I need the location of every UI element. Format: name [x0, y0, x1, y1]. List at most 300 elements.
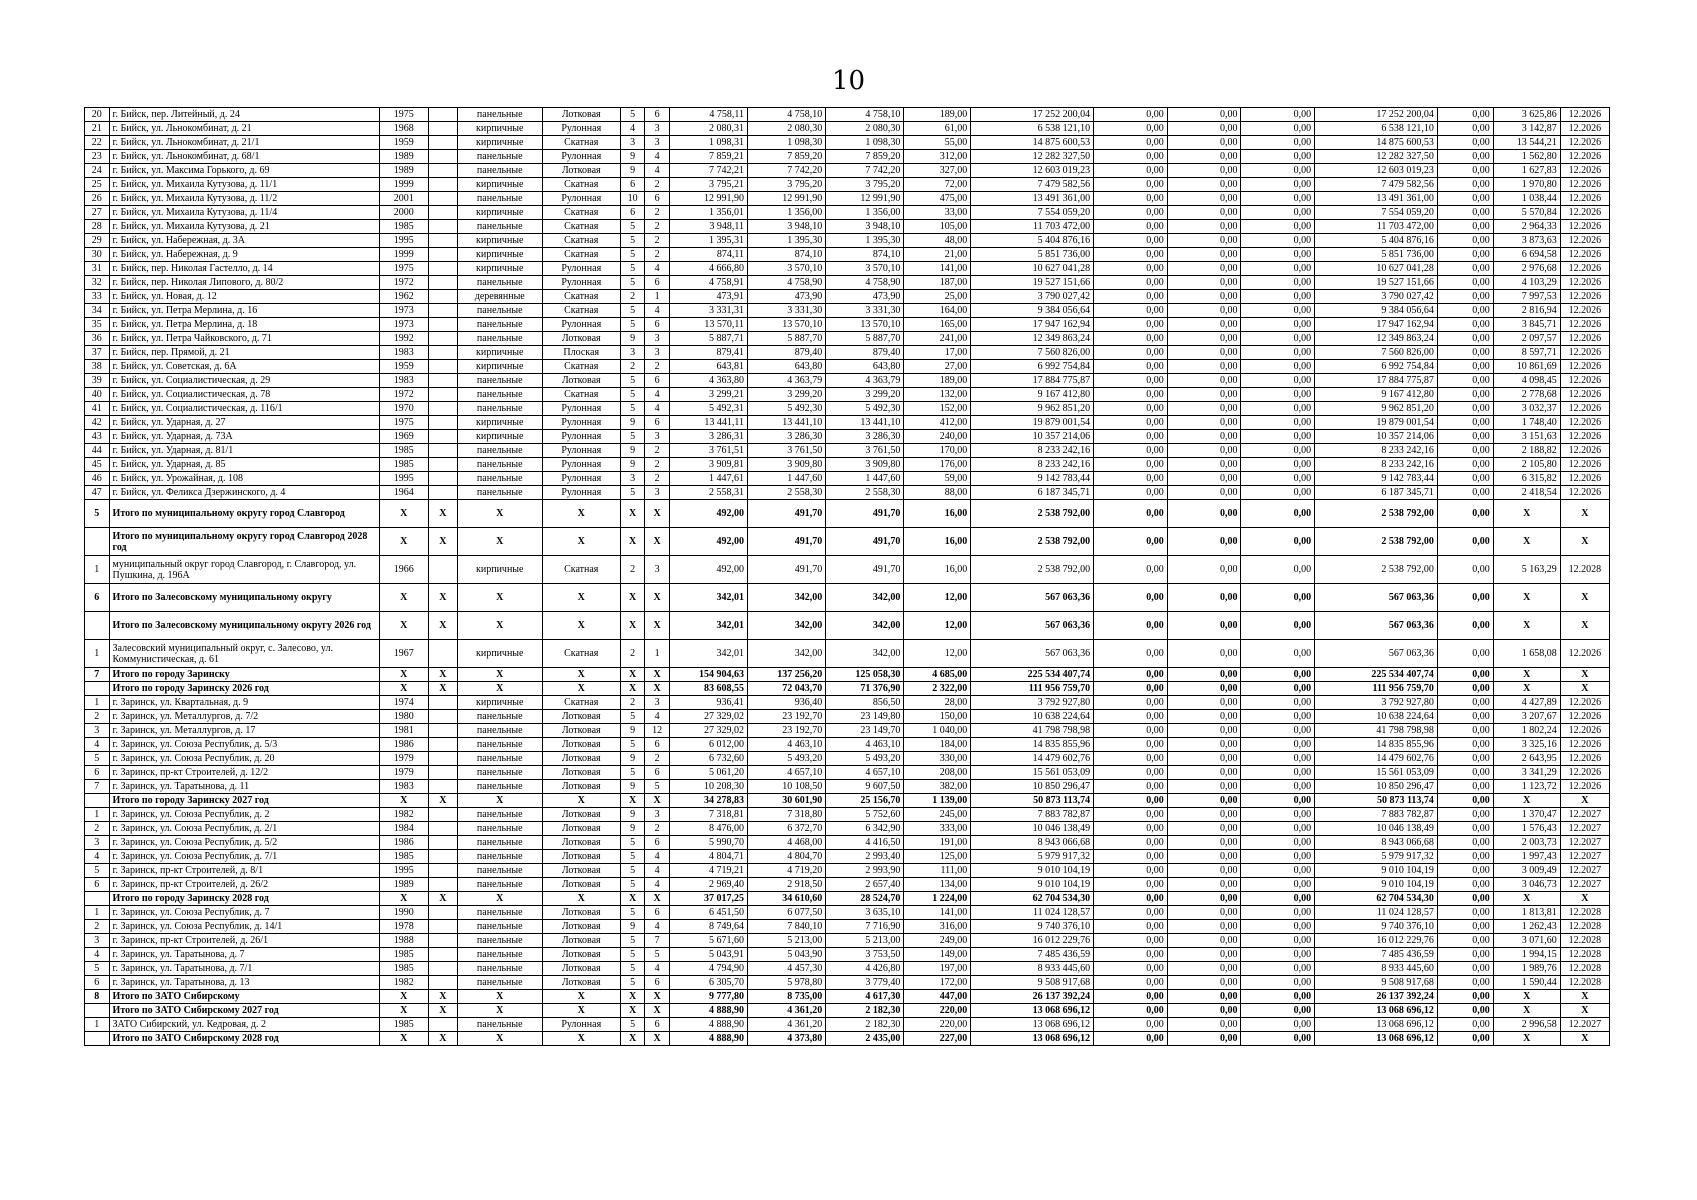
cell-floors: 5 — [620, 486, 645, 500]
cell-unit-cost: 3 046,73 — [1493, 878, 1560, 892]
cell-floors: 5 — [620, 962, 645, 976]
cell-deadline: 12.2026 — [1560, 262, 1609, 276]
cell-entrances: 6 — [645, 108, 670, 122]
cell-row-index — [85, 892, 110, 906]
cell-entrances: 2 — [645, 472, 670, 486]
cell-living-area: 7 859,20 — [826, 150, 904, 164]
cell-roof-type: Рулонная — [542, 192, 620, 206]
cell-wall-material: панельные — [457, 1018, 542, 1032]
cell-other-cost: 0,00 — [1437, 178, 1493, 192]
cell-entrances: 6 — [645, 276, 670, 290]
cell-regional-cost: 0,00 — [1167, 332, 1241, 346]
cell-local-cost: 0,00 — [1241, 920, 1315, 934]
cell-unit-cost: 1 370,47 — [1493, 808, 1560, 822]
cell-row-index — [85, 794, 110, 808]
cell-total-cost: 7 485 436,59 — [971, 948, 1094, 962]
cell-total-cost: 14 875 600,53 — [971, 136, 1094, 150]
cell-residential-area: 4 804,70 — [748, 850, 826, 864]
cell-roof-type: Лотковая — [542, 822, 620, 836]
cell-living-area: 879,40 — [826, 346, 904, 360]
cell-residential-area: 1 447,60 — [748, 472, 826, 486]
cell-residents: 72,00 — [904, 178, 971, 192]
cell-year-built: 1990 — [379, 906, 428, 920]
cell-roof-type: Рулонная — [542, 318, 620, 332]
cell-fund-cost: 0,00 — [1094, 710, 1168, 724]
cell-total-cost: 8 233 242,16 — [971, 458, 1094, 472]
table-row — [85, 332, 1610, 346]
table-row — [85, 780, 1610, 794]
cell-fund-cost: 0,00 — [1094, 150, 1168, 164]
cell-residents: 197,00 — [904, 962, 971, 976]
cell-address: г. Бийск, ул. Михаила Кутузова, д. 11/1 — [109, 178, 379, 192]
cell-owners-cost: 10 046 138,49 — [1315, 822, 1438, 836]
cell-roof-type: Плоская — [542, 346, 620, 360]
cell-row-index: 41 — [85, 402, 110, 416]
cell-total-cost: 9 142 783,44 — [971, 472, 1094, 486]
cell-fund-cost: 0,00 — [1094, 892, 1168, 906]
cell-local-cost: 0,00 — [1241, 374, 1315, 388]
cell-living-area: 1 395,30 — [826, 234, 904, 248]
cell-wall-material: панельные — [457, 780, 542, 794]
cell-unit-cost: 3 009,49 — [1493, 864, 1560, 878]
cell-residential-area: 342,00 — [748, 640, 826, 668]
cell-residential-area: 2 558,30 — [748, 486, 826, 500]
cell-year-reconstruction — [428, 906, 457, 920]
cell-wall-material: панельные — [457, 318, 542, 332]
cell-row-index: 6 — [85, 584, 110, 612]
table-row — [85, 136, 1610, 150]
cell-total-area: 1 356,01 — [669, 206, 747, 220]
cell-address: Итого по Залесовскому муниципальному округу — [109, 584, 379, 612]
cell-floors: 5 — [620, 934, 645, 948]
cell-total-cost: 5 404 876,16 — [971, 234, 1094, 248]
cell-local-cost: 0,00 — [1241, 164, 1315, 178]
cell-year-reconstruction — [428, 346, 457, 360]
cell-address: Итого по городу Заринску 2026 год — [109, 682, 379, 696]
cell-total-cost: 13 068 696,12 — [971, 1018, 1094, 1032]
cell-wall-material: X — [457, 612, 542, 640]
cell-year-reconstruction — [428, 234, 457, 248]
cell-deadline: 12.2026 — [1560, 346, 1609, 360]
cell-owners-cost: 10 357 214,06 — [1315, 430, 1438, 444]
cell-total-cost: 12 603 019,23 — [971, 164, 1094, 178]
cell-local-cost: 0,00 — [1241, 710, 1315, 724]
cell-living-area: 3 909,80 — [826, 458, 904, 472]
cell-year-reconstruction — [428, 738, 457, 752]
cell-address: г. Заринск, ул. Металлургов, д. 7/2 — [109, 710, 379, 724]
cell-year-built: 1975 — [379, 108, 428, 122]
cell-living-area: 491,70 — [826, 500, 904, 528]
cell-address: г. Заринск, ул. Союза Республик, д. 2 — [109, 808, 379, 822]
cell-regional-cost: 0,00 — [1167, 920, 1241, 934]
cell-roof-type: Лотковая — [542, 948, 620, 962]
cell-address: муниципальный округ город Славгород, г. Славгород, ул. Пушкина, д. 196А — [109, 556, 379, 584]
cell-year-built: 1986 — [379, 836, 428, 850]
cell-regional-cost: 0,00 — [1167, 696, 1241, 710]
cell-row-index: 46 — [85, 472, 110, 486]
cell-regional-cost: 0,00 — [1167, 486, 1241, 500]
cell-roof-type: X — [542, 612, 620, 640]
cell-floors: 9 — [620, 920, 645, 934]
cell-floors: 5 — [620, 234, 645, 248]
cell-other-cost: 0,00 — [1437, 934, 1493, 948]
cell-residential-area: 30 601,90 — [748, 794, 826, 808]
cell-deadline: 12.2026 — [1560, 276, 1609, 290]
cell-floors: 5 — [620, 976, 645, 990]
cell-address: г. Заринск, ул. Таратынова, д. 7/1 — [109, 962, 379, 976]
cell-entrances: 2 — [645, 458, 670, 472]
cell-total-area: 4 666,80 — [669, 262, 747, 276]
cell-year-reconstruction — [428, 486, 457, 500]
cell-floors: X — [620, 612, 645, 640]
cell-other-cost: 0,00 — [1437, 304, 1493, 318]
cell-row-index: 21 — [85, 122, 110, 136]
cell-regional-cost: 0,00 — [1167, 150, 1241, 164]
cell-floors: 9 — [620, 780, 645, 794]
cell-floors: 2 — [620, 360, 645, 374]
cell-address: г. Бийск, ул. Урожайная, д. 108 — [109, 472, 379, 486]
cell-floors: X — [620, 682, 645, 696]
cell-fund-cost: 0,00 — [1094, 906, 1168, 920]
cell-year-built: 1962 — [379, 290, 428, 304]
cell-regional-cost: 0,00 — [1167, 206, 1241, 220]
cell-floors: 9 — [620, 822, 645, 836]
table-row — [85, 1018, 1610, 1032]
cell-floors: 3 — [620, 346, 645, 360]
cell-living-area: 5 492,30 — [826, 402, 904, 416]
cell-wall-material: кирпичные — [457, 234, 542, 248]
cell-year-built: 1999 — [379, 248, 428, 262]
cell-wall-material: кирпичные — [457, 696, 542, 710]
cell-residents: 132,00 — [904, 388, 971, 402]
cell-owners-cost: 16 012 229,76 — [1315, 934, 1438, 948]
cell-other-cost: 0,00 — [1437, 416, 1493, 430]
cell-fund-cost: 0,00 — [1094, 724, 1168, 738]
cell-total-cost: 2 538 792,00 — [971, 528, 1094, 556]
cell-fund-cost: 0,00 — [1094, 934, 1168, 948]
cell-fund-cost: 0,00 — [1094, 486, 1168, 500]
cell-row-index: 3 — [85, 724, 110, 738]
cell-residents: 184,00 — [904, 738, 971, 752]
cell-deadline: 12.2026 — [1560, 248, 1609, 262]
cell-living-area: 23 149,70 — [826, 724, 904, 738]
cell-unit-cost: 1 562,80 — [1493, 150, 1560, 164]
cell-other-cost: 0,00 — [1437, 808, 1493, 822]
cell-living-area: 473,90 — [826, 290, 904, 304]
cell-owners-cost: 50 873 113,74 — [1315, 794, 1438, 808]
cell-year-reconstruction — [428, 318, 457, 332]
cell-living-area: 28 524,70 — [826, 892, 904, 906]
cell-floors: 5 — [620, 738, 645, 752]
cell-wall-material: X — [457, 892, 542, 906]
cell-owners-cost: 14 835 855,96 — [1315, 738, 1438, 752]
cell-residential-area: 7 859,20 — [748, 150, 826, 164]
cell-entrances: 4 — [645, 920, 670, 934]
cell-deadline: 12.2026 — [1560, 304, 1609, 318]
table-row — [85, 430, 1610, 444]
cell-residents: 382,00 — [904, 780, 971, 794]
cell-owners-cost: 5 979 917,32 — [1315, 850, 1438, 864]
cell-owners-cost: 9 384 056,64 — [1315, 304, 1438, 318]
cell-total-cost: 6 187 345,71 — [971, 486, 1094, 500]
cell-residents: 1 139,00 — [904, 794, 971, 808]
cell-other-cost: 0,00 — [1437, 136, 1493, 150]
cell-local-cost: 0,00 — [1241, 528, 1315, 556]
cell-unit-cost: X — [1493, 794, 1560, 808]
cell-residential-area: 13 441,10 — [748, 416, 826, 430]
cell-roof-type: Лотковая — [542, 332, 620, 346]
cell-floors: 9 — [620, 808, 645, 822]
cell-regional-cost: 0,00 — [1167, 374, 1241, 388]
cell-roof-type: Рулонная — [542, 458, 620, 472]
cell-owners-cost: 19 527 151,66 — [1315, 276, 1438, 290]
cell-total-area: 492,00 — [669, 556, 747, 584]
cell-floors: 3 — [620, 136, 645, 150]
cell-year-reconstruction — [428, 822, 457, 836]
cell-floors: 9 — [620, 164, 645, 178]
cell-wall-material: панельные — [457, 304, 542, 318]
table-row — [85, 766, 1610, 780]
cell-unit-cost: 1 038,44 — [1493, 192, 1560, 206]
cell-deadline: 12.2026 — [1560, 234, 1609, 248]
cell-unit-cost: 6 694,58 — [1493, 248, 1560, 262]
cell-total-cost: 9 740 376,10 — [971, 920, 1094, 934]
cell-year-reconstruction — [428, 472, 457, 486]
cell-other-cost: 0,00 — [1437, 878, 1493, 892]
cell-entrances: 1 — [645, 640, 670, 668]
cell-residents: 245,00 — [904, 808, 971, 822]
cell-year-built: 1995 — [379, 864, 428, 878]
cell-residential-area: 4 758,90 — [748, 276, 826, 290]
cell-floors: 5 — [620, 276, 645, 290]
cell-owners-cost: 7 485 436,59 — [1315, 948, 1438, 962]
cell-roof-type: Лотковая — [542, 906, 620, 920]
cell-regional-cost: 0,00 — [1167, 990, 1241, 1004]
cell-row-index: 1 — [85, 808, 110, 822]
cell-unit-cost: 1 802,24 — [1493, 724, 1560, 738]
cell-other-cost: 0,00 — [1437, 108, 1493, 122]
cell-year-reconstruction — [428, 178, 457, 192]
cell-year-reconstruction — [428, 416, 457, 430]
cell-total-area: 6 305,70 — [669, 976, 747, 990]
cell-residential-area: 491,70 — [748, 500, 826, 528]
cell-total-cost: 13 068 696,12 — [971, 1032, 1094, 1046]
cell-year-reconstruction — [428, 934, 457, 948]
cell-regional-cost: 0,00 — [1167, 976, 1241, 990]
cell-regional-cost: 0,00 — [1167, 710, 1241, 724]
cell-entrances: 4 — [645, 304, 670, 318]
table-row — [85, 416, 1610, 430]
cell-other-cost: 0,00 — [1437, 234, 1493, 248]
cell-owners-cost: 8 933 445,60 — [1315, 962, 1438, 976]
cell-address: г. Бийск, ул. Социалистическая, д. 78 — [109, 388, 379, 402]
cell-residents: 141,00 — [904, 906, 971, 920]
cell-row-index: 1 — [85, 906, 110, 920]
cell-regional-cost: 0,00 — [1167, 290, 1241, 304]
cell-residents: 61,00 — [904, 122, 971, 136]
cell-deadline: X — [1560, 500, 1609, 528]
cell-roof-type: Лотковая — [542, 976, 620, 990]
cell-address: г. Бийск, ул. Набережная, д. 3А — [109, 234, 379, 248]
cell-unit-cost: 2 418,54 — [1493, 486, 1560, 500]
cell-row-index: 1 — [85, 1018, 110, 1032]
cell-year-built: 1995 — [379, 472, 428, 486]
cell-deadline: 12.2027 — [1560, 822, 1609, 836]
table-row — [85, 248, 1610, 262]
cell-roof-type: Скатная — [542, 178, 620, 192]
cell-deadline: X — [1560, 584, 1609, 612]
cell-other-cost: 0,00 — [1437, 150, 1493, 164]
cell-regional-cost: 0,00 — [1167, 668, 1241, 682]
cell-wall-material: кирпичные — [457, 556, 542, 584]
cell-entrances: 4 — [645, 164, 670, 178]
cell-residential-area: 2 918,50 — [748, 878, 826, 892]
cell-entrances: X — [645, 1004, 670, 1018]
cell-residents: 447,00 — [904, 990, 971, 1004]
cell-living-area: 2 435,00 — [826, 1032, 904, 1046]
cell-residential-area: 23 192,70 — [748, 724, 826, 738]
cell-row-index: 38 — [85, 360, 110, 374]
cell-total-cost: 62 704 534,30 — [971, 892, 1094, 906]
cell-fund-cost: 0,00 — [1094, 1018, 1168, 1032]
cell-regional-cost: 0,00 — [1167, 528, 1241, 556]
cell-floors: 2 — [620, 640, 645, 668]
cell-year-built: X — [379, 1032, 428, 1046]
table-row — [85, 906, 1610, 920]
cell-local-cost: 0,00 — [1241, 878, 1315, 892]
cell-deadline: 12.2026 — [1560, 136, 1609, 150]
cell-roof-type: X — [542, 528, 620, 556]
cell-residents: 2 322,00 — [904, 682, 971, 696]
cell-owners-cost: 10 627 041,28 — [1315, 262, 1438, 276]
cell-unit-cost: 6 315,82 — [1493, 472, 1560, 486]
cell-row-index: 31 — [85, 262, 110, 276]
cell-deadline: 12.2028 — [1560, 556, 1609, 584]
cell-total-area: 492,00 — [669, 500, 747, 528]
cell-address: Итого по городу Заринску 2027 год — [109, 794, 379, 808]
cell-total-cost: 17 947 162,94 — [971, 318, 1094, 332]
cell-residents: 12,00 — [904, 612, 971, 640]
cell-local-cost: 0,00 — [1241, 136, 1315, 150]
cell-local-cost: 0,00 — [1241, 234, 1315, 248]
cell-other-cost: 0,00 — [1437, 206, 1493, 220]
cell-unit-cost: 2 778,68 — [1493, 388, 1560, 402]
cell-owners-cost: 2 538 792,00 — [1315, 500, 1438, 528]
cell-floors: 9 — [620, 416, 645, 430]
cell-residential-area: 5 978,80 — [748, 976, 826, 990]
cell-unit-cost: 1 994,15 — [1493, 948, 1560, 962]
cell-year-reconstruction: X — [428, 668, 457, 682]
cell-address: г. Бийск, ул. Петра Мерлина, д. 18 — [109, 318, 379, 332]
cell-wall-material: X — [457, 668, 542, 682]
cell-address: г. Бийск, ул. Петра Мерлина, д. 16 — [109, 304, 379, 318]
cell-residents: 4 685,00 — [904, 668, 971, 682]
cell-year-reconstruction — [428, 276, 457, 290]
cell-deadline: 12.2026 — [1560, 220, 1609, 234]
cell-owners-cost: 17 947 162,94 — [1315, 318, 1438, 332]
cell-deadline: 12.2026 — [1560, 108, 1609, 122]
table-row — [85, 752, 1610, 766]
cell-unit-cost: 5 570,84 — [1493, 206, 1560, 220]
cell-entrances: 7 — [645, 934, 670, 948]
cell-entrances: 3 — [645, 430, 670, 444]
cell-local-cost: 0,00 — [1241, 500, 1315, 528]
cell-owners-cost: 9 167 412,80 — [1315, 388, 1438, 402]
cell-address: г. Заринск, ул. Металлургов, д. 17 — [109, 724, 379, 738]
cell-wall-material: X — [457, 528, 542, 556]
cell-total-area: 5 887,71 — [669, 332, 747, 346]
cell-other-cost: 0,00 — [1437, 696, 1493, 710]
cell-roof-type: X — [542, 682, 620, 696]
cell-year-reconstruction — [428, 430, 457, 444]
cell-row-index — [85, 1004, 110, 1018]
cell-residential-area: 643,80 — [748, 360, 826, 374]
cell-local-cost: 0,00 — [1241, 752, 1315, 766]
cell-year-built: 1985 — [379, 850, 428, 864]
cell-entrances: 3 — [645, 808, 670, 822]
table-row — [85, 878, 1610, 892]
cell-wall-material: X — [457, 1032, 542, 1046]
cell-row-index: 39 — [85, 374, 110, 388]
cell-address: ЗАТО Сибирский, ул. Кедровая, д. 2 — [109, 1018, 379, 1032]
cell-row-index: 2 — [85, 822, 110, 836]
cell-roof-type: Лотковая — [542, 920, 620, 934]
cell-row-index: 27 — [85, 206, 110, 220]
cell-other-cost: 0,00 — [1437, 710, 1493, 724]
cell-entrances: X — [645, 528, 670, 556]
cell-deadline: 12.2026 — [1560, 738, 1609, 752]
cell-unit-cost: 2 188,82 — [1493, 444, 1560, 458]
cell-year-built: 1959 — [379, 360, 428, 374]
cell-roof-type: Скатная — [542, 206, 620, 220]
cell-roof-type: Рулонная — [542, 416, 620, 430]
cell-regional-cost: 0,00 — [1167, 234, 1241, 248]
cell-entrances: 2 — [645, 178, 670, 192]
cell-other-cost: 0,00 — [1437, 220, 1493, 234]
cell-residential-area: 7 742,20 — [748, 164, 826, 178]
cell-total-cost: 2 538 792,00 — [971, 500, 1094, 528]
cell-regional-cost: 0,00 — [1167, 500, 1241, 528]
table-row — [85, 500, 1610, 528]
cell-other-cost: 0,00 — [1437, 262, 1493, 276]
cell-year-built: 1982 — [379, 808, 428, 822]
cell-unit-cost: 2 976,68 — [1493, 262, 1560, 276]
cell-unit-cost: 1 590,44 — [1493, 976, 1560, 990]
cell-residential-area: 3 299,20 — [748, 388, 826, 402]
cell-total-cost: 16 012 229,76 — [971, 934, 1094, 948]
cell-unit-cost: X — [1493, 682, 1560, 696]
cell-deadline: 12.2026 — [1560, 402, 1609, 416]
cell-regional-cost: 0,00 — [1167, 948, 1241, 962]
cell-row-index: 45 — [85, 458, 110, 472]
cell-residential-area: 7 840,10 — [748, 920, 826, 934]
cell-total-cost: 12 349 863,24 — [971, 332, 1094, 346]
cell-owners-cost: 10 638 224,64 — [1315, 710, 1438, 724]
cell-floors: 9 — [620, 724, 645, 738]
cell-unit-cost: 7 997,53 — [1493, 290, 1560, 304]
cell-owners-cost: 5 851 736,00 — [1315, 248, 1438, 262]
cell-fund-cost: 0,00 — [1094, 220, 1168, 234]
cell-row-index: 24 — [85, 164, 110, 178]
cell-other-cost: 0,00 — [1437, 962, 1493, 976]
cell-total-area: 2 969,40 — [669, 878, 747, 892]
cell-year-built: 1973 — [379, 304, 428, 318]
cell-row-index: 36 — [85, 332, 110, 346]
cell-owners-cost: 62 704 534,30 — [1315, 892, 1438, 906]
cell-deadline: 12.2027 — [1560, 864, 1609, 878]
cell-deadline: 12.2027 — [1560, 836, 1609, 850]
cell-year-built: 1989 — [379, 878, 428, 892]
